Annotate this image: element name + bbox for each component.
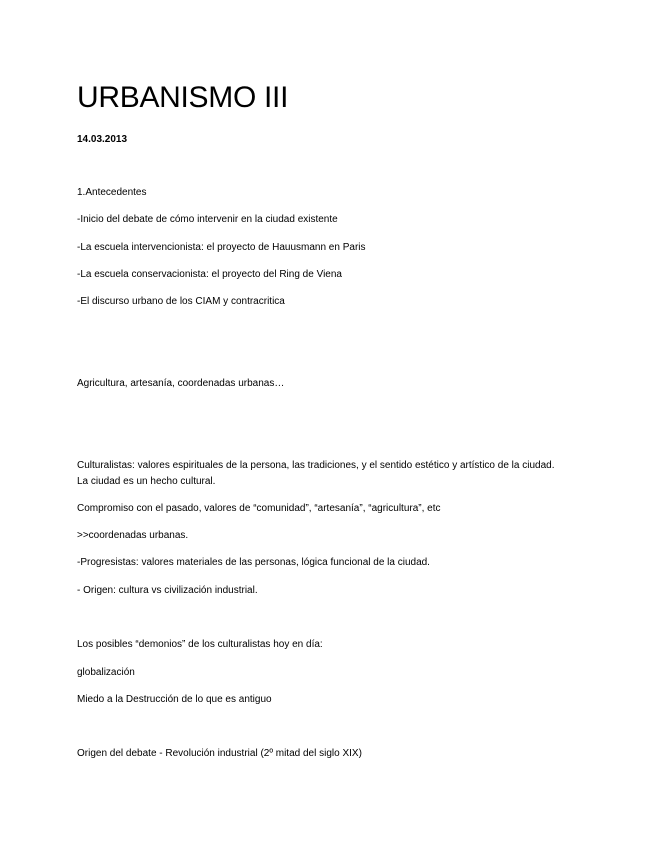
progresistas-line: -Progresistas: valores materiales de las personas, lógica funcional de la ciudad.	[77, 557, 430, 568]
list-item: -La escuela intervencionista: el proyecto de Hauusmann en Paris	[77, 242, 366, 253]
keywords-line: Agricultura, artesanía, coordenadas urbanas…	[77, 378, 285, 389]
list-item: -La escuela conservacionista: el proyecto del Ring de Viena	[77, 269, 342, 280]
coordenadas-line: >>coordenadas urbanas.	[77, 530, 189, 541]
section-heading: 1.Antecedentes	[77, 187, 147, 198]
document-date: 14.03.2013	[77, 134, 128, 145]
globalizacion-line: globalización	[77, 667, 135, 678]
origen-debate-line: Origen del debate - Revolución industrial (2º mitad del siglo XIX)	[77, 748, 362, 759]
list-item: -Inicio del debate de cómo intervenir en la ciudad existente	[77, 214, 338, 225]
origen-line: - Origen: cultura vs civilización industrial.	[77, 585, 258, 596]
miedo-line: Miedo a la Destrucción de lo que es antiguo	[77, 694, 272, 705]
demonios-intro: Los posibles “demonios” de los culturalistas hoy en día:	[77, 639, 323, 650]
culturalistas-paragraph: Culturalistas: valores espirituales de la persona, las tradiciones, y el sentido estético y artístico de la ciudad. La ciudad es un hecho cultural.	[77, 460, 555, 487]
compromiso-line: Compromiso con el pasado, valores de “comunidad”, “artesanía”, “agricultura”, etc	[77, 503, 441, 514]
list-item: -El discurso urbano de los CIAM y contracritica	[77, 296, 285, 307]
document-title: URBANISMO III	[77, 81, 289, 114]
